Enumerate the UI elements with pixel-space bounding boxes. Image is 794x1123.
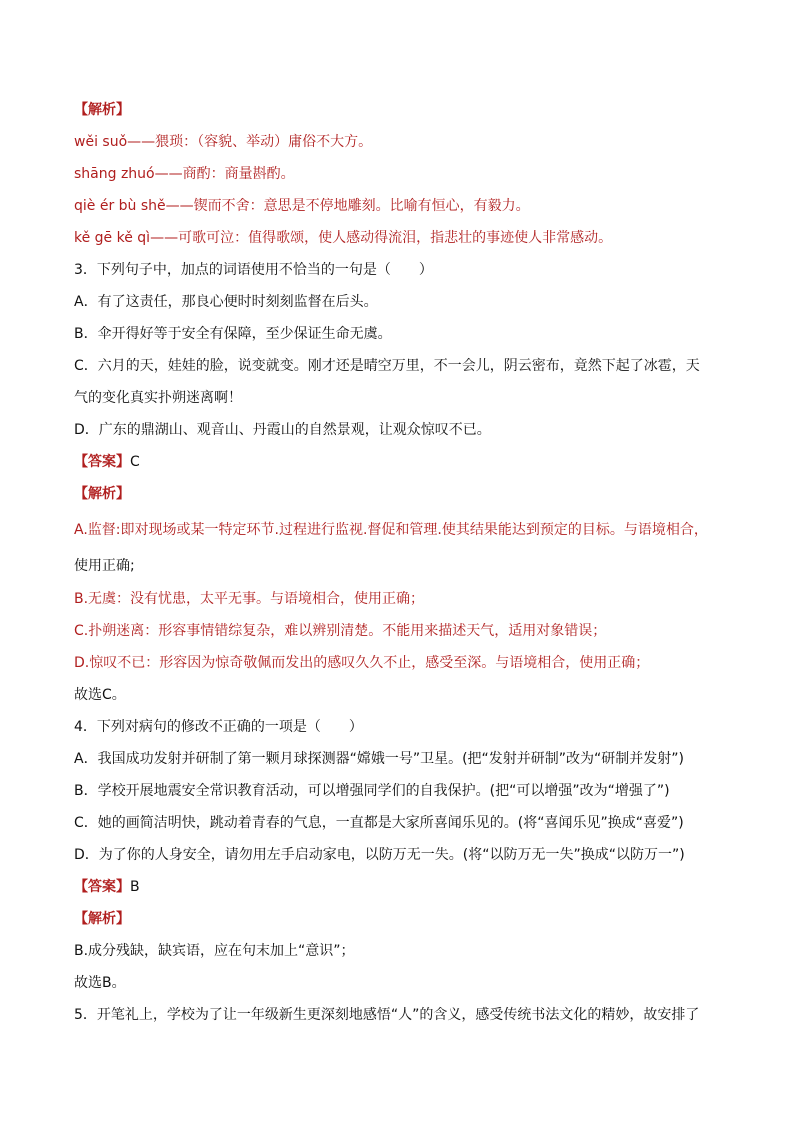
q3-option-b: B．伞开得好等于安全有保障，至少保证生命无虞。	[74, 326, 392, 342]
q3-answer-value: C	[130, 454, 140, 470]
pinyin-line-3: qiè ér bù shě——锲而不舍：意思是不停地雕刻。比喻有恒心，有毅力。	[74, 198, 530, 214]
q3-analysis-label: 【解析】	[74, 486, 130, 502]
pinyin-line-4: kě gē kě qì——可歌可泣：值得歌颂，使人感动得流泪，指悲壮的事迹使人非常感动。	[74, 230, 613, 246]
pinyin-line-2: shāng zhuó——商酌：商量斟酌。	[74, 166, 295, 182]
q3-analysis-4: C.扑朔迷离：形容事情错综复杂，难以辨别清楚。不能用来描述天气，适用对象错误；	[74, 623, 607, 639]
q3-option-c-cont: 气的变化真实扑朔迷离啊！	[74, 390, 242, 406]
q3-analysis-2: 使用正确;	[74, 558, 135, 574]
q3-option-d: D．广东的鼎湖山、观音山、丹霞山的自然景观，让观众惊叹不已。	[74, 422, 491, 438]
q3-analysis-6: 故选C。	[74, 687, 126, 703]
q4-stem: 4．下列对病句的修改不正确的一项是（ ）	[74, 719, 363, 735]
q3-option-a: A．有了这责任，那良心便时时刻刻监督在后头。	[74, 294, 378, 310]
analysis-label: 【解析】	[74, 102, 130, 118]
pinyin-line-1: wěi suǒ——猥琐：（容貌、举动）庸俗不大方。	[74, 134, 373, 150]
q4-option-c: C．她的画简洁明快，跳动着青春的气息，一直都是大家所喜闻乐见的。(将“喜闻乐见”换成“喜爱”)	[74, 815, 684, 831]
q4-option-b: B．学校开展地震安全常识教育活动，可以增强同学们的自我保护。(把“可以增强”改为“增强了”)	[74, 783, 670, 799]
q3-option-c: C．六月的天，娃娃的脸，说变就变。刚才还是晴空万里，不一会儿，阴云密布，竟然下起了冰雹，天	[74, 358, 700, 374]
q4-option-a: A．我国成功发射并研制了第一颗月球探测器“嫦娥一号”卫星。(把“发射并研制”改为“研制并发射”)	[74, 751, 685, 767]
q4-answer: 【答案】B	[74, 879, 140, 895]
q4-analysis-2: 故选B。	[74, 975, 126, 991]
q5-stem: 5．开笔礼上，学校为了让一年级新生更深刻地感悟“人”的含义，感受传统书法文化的精妙，故安排了	[74, 1007, 700, 1023]
q4-analysis-label: 【解析】	[74, 911, 130, 927]
q3-analysis-5: D.惊叹不已：形容因为惊奇敬佩而发出的感叹久久不止，感受至深。与语境相合，使用正确；	[74, 655, 650, 671]
q3-analysis-1: A.监督:即对现场或某一特定环节.过程进行监视.督促和管理.使其结果能达到预定的目标。与语境相合，	[74, 522, 708, 538]
q4-answer-value: B	[130, 879, 140, 895]
q3-answer: 【答案】C	[74, 454, 140, 470]
q4-option-d: D．为了你的人身安全，请勿用左手启动家电，以防万无一失。(将“以防万无一失”换成“以防万一”)	[74, 847, 685, 863]
q4-analysis-1: B.成分残缺，缺宾语，应在句末加上“意识”；	[74, 943, 355, 959]
q3-stem: 3．下列句子中，加点的词语使用不恰当的一句是（ ）	[74, 262, 433, 278]
q3-analysis-3: B.无虞：没有忧患，太平无事。与语境相合，使用正确；	[74, 591, 425, 607]
